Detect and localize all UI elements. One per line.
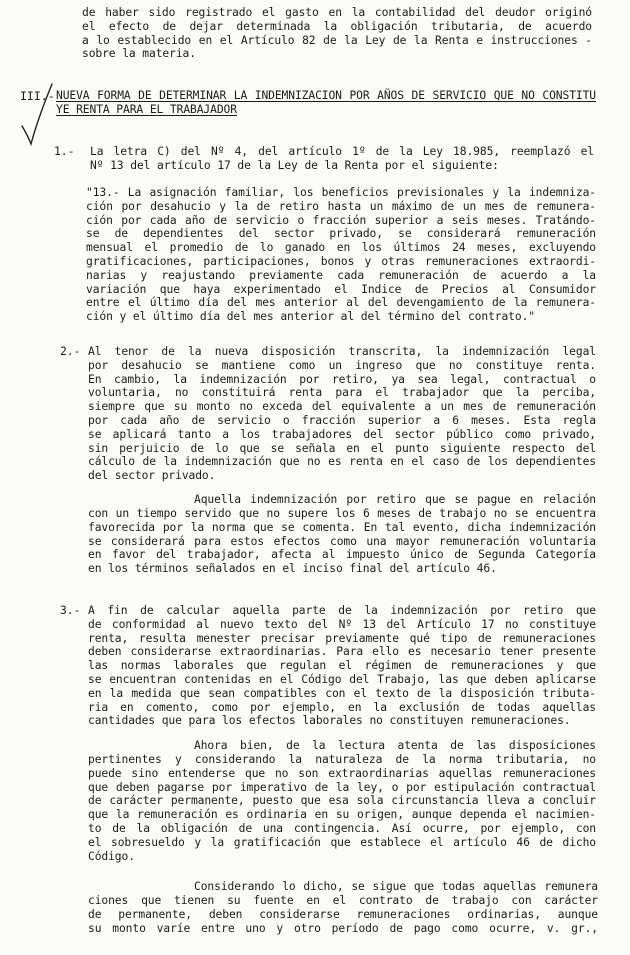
item-2-paragraph-2 (194, 493, 596, 507)
text-line: pertinentes y considerando la naturaleza de la norma tributaria, no (88, 753, 596, 766)
quote-line: ción y el último día del mes anterior al del término del contrato." (86, 310, 535, 324)
text-line: to de la obligación de una contingencia. Así ocurre, por ejemplo, con (88, 821, 596, 835)
item-3-paragraph (88, 604, 596, 728)
quote-line: variación que haya experimentado el Indice de Precios al Consumidor (86, 282, 596, 296)
text-line: de carácter permanente, puesto que esa sola circunstancia lleva a concluir (88, 794, 596, 808)
text-line: sin perjuicio de lo que se señala en el punto siguiente respecto del (88, 441, 596, 455)
text-line: en la medida que sean compatibles con el texto de la disposición tributa- (88, 686, 596, 700)
text-line: La letra C) del Nº 4, del artículo 1º de la Ley 18.985, reemplazó el (90, 145, 594, 158)
quote-line: gratificaciones, participaciones, bonos y otras remuneraciones extraordi- (86, 254, 596, 268)
text-line: de conformidad al nuevo texto del Nº 13 del Artículo 17 no constituye (88, 617, 596, 631)
top-fragment (82, 6, 592, 61)
section-heading (56, 89, 596, 117)
item-number: 3.- (60, 604, 81, 617)
text-line: el sobresueldo y la gratificación que establece el artículo 46 de dicho (88, 835, 596, 849)
quote-line: mensual el promedio de lo ganado en los últimos 24 meses, excluyendo (86, 241, 596, 255)
text-line: deben considerarse extraordinarias. Para ello es necesario tener presente (88, 645, 596, 659)
heading-line: NUEVA FORMA DE DETERMINAR LA INDEMNIZACION POR AÑOS DE SERVICIO QUE NO CONSTITU (56, 89, 596, 102)
text-line: Código. (88, 849, 135, 863)
text-line: favorecida por la norma que se comenta. En tal evento, dicha indemnización (88, 520, 596, 534)
quoted-article (86, 186, 596, 324)
item-2-paragraph (88, 345, 596, 483)
heading-line: YE RENTA PARA EL TRABAJADOR (56, 102, 237, 116)
text-line: Nº 13 del artículo 17 de la Ley de la Renta por el siguiente: (90, 158, 499, 172)
text-line: voluntaria, no constituirá renta para el trabajador que la perciba, (88, 386, 596, 400)
text-line: puede sino entenderse que no son extraordinarias aquellas remuneraciones (88, 766, 596, 780)
text-line: siempre que su monto no exceda del equivalente a un mes de remuneración (88, 400, 596, 414)
text-line: de permanente, deben considerarse remuneraciones ordinarias, aunque (88, 907, 598, 921)
text-line: las normas laborales que regulan el régimen de remuneraciones y que (88, 659, 596, 673)
text-line: cantidades que para los efectos laborales no constituyen remuneraciones. (88, 714, 571, 728)
quote-line: ción por desahucio y la de retiro hasta un máximo de un mes de remunera- (86, 199, 596, 213)
quote-line: se de dependientes del sector privado, se considerará remuneración (86, 227, 596, 241)
text-line: Considerando lo dicho, se sigue que todas aquellas remunera (194, 880, 598, 893)
text-line: de haber sido registrado el gasto en la contabilidad del deudor originó (82, 6, 592, 19)
text-line: sobre la materia. (82, 47, 196, 61)
text-line: Aquella indemnización por retiro que se pague en relación (194, 493, 596, 506)
quote-line: ción por cada año de servicio o fracción superior a seis meses. Tratándo- (86, 213, 596, 227)
quote-line: narias y reajustando previamente cada remuneración de acuerdo a la (86, 268, 596, 282)
text-line: Al tenor de la nueva disposición transcrita, la indemnización legal (88, 345, 596, 358)
text-line: del sector privado. (88, 469, 216, 483)
item-number: 2.- (60, 345, 81, 358)
item-number: 1.- (54, 145, 75, 158)
text-line: En cambio, la indemnización por retiro, ya sea legal, contractual o (88, 372, 596, 386)
item-3-paragraph-3 (194, 880, 598, 894)
text-line: por desahucio se mantiene como un ingreso que no constituye renta. (88, 358, 596, 372)
text-line: a lo establecido en el Artículo 82 de la Ley de la Renta e instrucciones - (82, 33, 592, 47)
text-line: se encuentran contenidas en el Código del Trabajo, las que deben aplicarse (88, 672, 596, 686)
item-2-paragraph-2-cont (88, 507, 596, 576)
text-line: que deben pagarse por imperativo de la ley, o por estipulación contractual (88, 780, 596, 794)
handwritten-check-mark (18, 78, 58, 148)
text-line: se considerará para estos efectos como una mayor remuneración voluntaria (88, 534, 596, 548)
text-line: renta, resulta menester precisar previamente qué tipo de remuneraciones (88, 631, 596, 645)
text-line: con un tiempo servido que no supere los 6 meses de trabajo no se encuentra (88, 507, 596, 520)
item-1-paragraph (90, 145, 594, 173)
text-line: A fin de calcular aquella parte de la indemnización por retiro que (88, 604, 596, 617)
text-line: Ahora bien, de la lectura atenta de las disposiciones (194, 739, 596, 752)
text-line: el efecto de dejar determinada la obligación tributaria, de acuerdo (82, 19, 592, 33)
text-line: por cada año de servicio o fracción superior a 6 meses. Esta regla (88, 413, 596, 427)
text-line: en los términos señalados en el inciso final del artículo 46. (88, 562, 497, 576)
text-line: cálculo de la indemnización que no es renta en el caso de los dependientes (88, 455, 596, 469)
item-3-paragraph-2 (194, 739, 596, 753)
text-line: se aplicará tanto a los trabajadores del sector público como privado, (88, 427, 596, 441)
quote-line: entre el último día del mes anterior al del devengamiento de la remunera- (86, 296, 596, 310)
text-line: que la remuneración es ordinaria en su origen, aunque dependa el nacimien- (88, 808, 596, 822)
quote-line: "13.- La asignación familiar, los beneficios previsionales y la indemniza- (86, 186, 596, 199)
text-line: su monto varíe entre uno y otro período de pago como ocurre, v. gr., (88, 921, 598, 935)
section-numeral: III.- (20, 89, 55, 103)
text-line: ciones que tienen su fuente en el contrato de trabajo con carácter (88, 894, 598, 907)
item-3-paragraph-3-cont (88, 894, 598, 935)
item-3-paragraph-2-cont (88, 753, 596, 863)
text-line: en favor del trabajador, afecta al impuesto único de Segunda Categoría (88, 548, 596, 562)
text-line: ria en comento, como por ejemplo, en la exclusión de todas aquellas (88, 700, 596, 714)
